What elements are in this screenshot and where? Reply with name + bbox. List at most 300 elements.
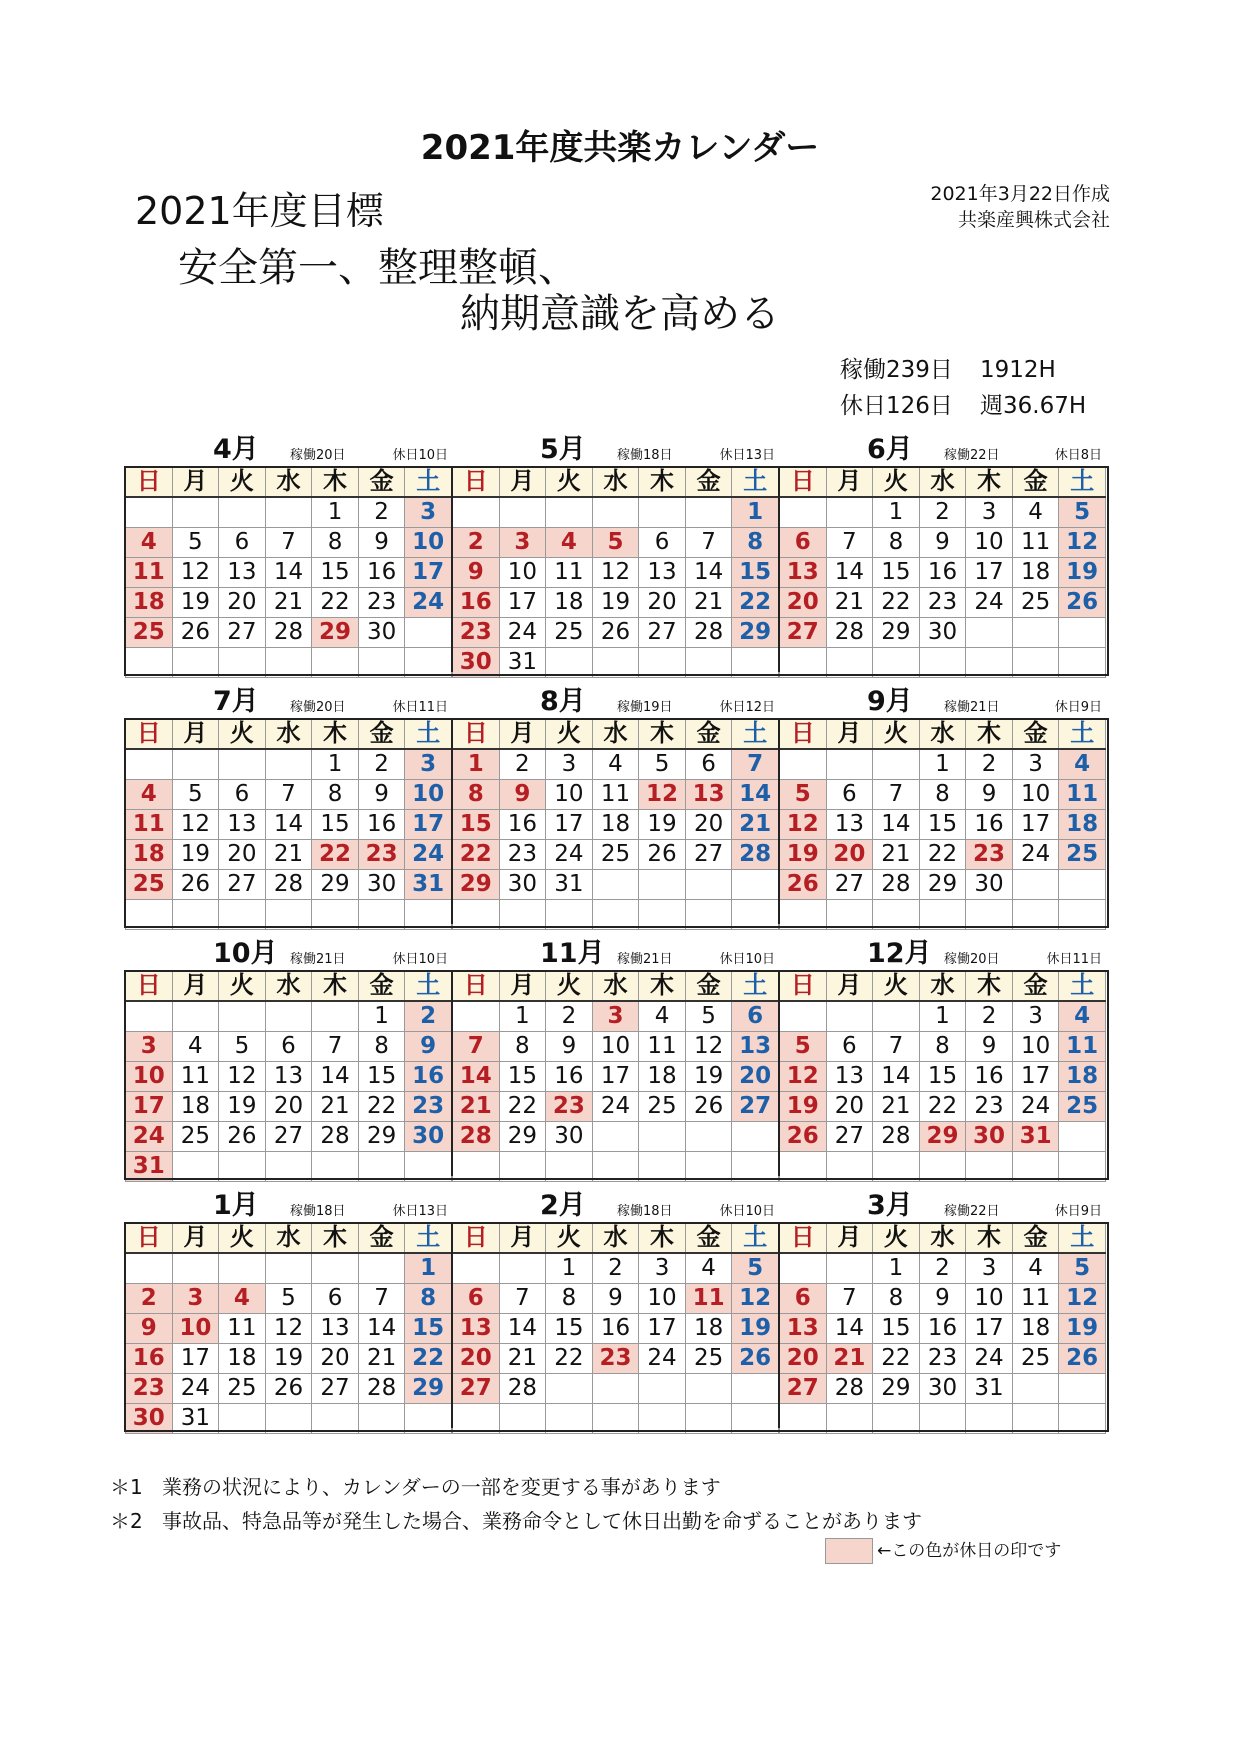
day-cell: 1 xyxy=(453,749,500,780)
week-row xyxy=(453,1374,779,1404)
week-row xyxy=(453,749,779,780)
day-cell: 26 xyxy=(1059,1344,1106,1374)
week-row xyxy=(453,900,779,930)
month-name: 10月 xyxy=(213,938,278,969)
day-cell: 9 xyxy=(919,1284,966,1314)
day-cell: 17 xyxy=(172,1344,219,1374)
month-name: 12月 xyxy=(867,938,932,969)
day-cell: 20 xyxy=(780,588,827,618)
weekday-header: 金 xyxy=(685,971,732,1002)
weekday-header: 土 xyxy=(405,719,452,750)
day-cell: 29 xyxy=(499,1122,546,1152)
day-cell: 26 xyxy=(732,1344,779,1374)
day-cell: 21 xyxy=(453,1092,500,1122)
month-9 xyxy=(779,938,1106,1182)
weekday-header: 月 xyxy=(826,971,873,1002)
empty-cell xyxy=(826,648,873,678)
weekday-header: 火 xyxy=(219,1223,266,1254)
empty-cell xyxy=(405,1404,452,1434)
empty-cell xyxy=(685,1374,732,1404)
weekday-header: 土 xyxy=(732,467,779,498)
day-cell: 23 xyxy=(966,1092,1013,1122)
empty-cell xyxy=(592,1122,639,1152)
empty-cell xyxy=(126,648,173,678)
day-cell: 6 xyxy=(312,1284,359,1314)
month-header xyxy=(452,938,779,970)
day-cell: 6 xyxy=(826,780,873,810)
day-cell: 4 xyxy=(172,1032,219,1062)
week-row xyxy=(126,1122,452,1152)
empty-cell xyxy=(453,1253,500,1284)
empty-cell xyxy=(1012,900,1059,930)
day-cell: 31 xyxy=(966,1374,1013,1404)
day-cell: 8 xyxy=(312,780,359,810)
empty-cell xyxy=(453,1001,500,1032)
week-row xyxy=(780,648,1106,678)
weekday-header: 金 xyxy=(358,719,405,750)
day-cell: 2 xyxy=(405,1001,452,1032)
week-row xyxy=(126,1284,452,1314)
day-cell: 24 xyxy=(546,840,593,870)
day-cell: 7 xyxy=(358,1284,405,1314)
empty-cell xyxy=(780,497,827,528)
empty-cell xyxy=(126,749,173,780)
week-row xyxy=(780,618,1106,648)
day-cell: 23 xyxy=(919,588,966,618)
empty-cell xyxy=(1059,1122,1106,1152)
day-cell: 3 xyxy=(405,749,452,780)
day-cell: 3 xyxy=(592,1001,639,1032)
weekday-header: 木 xyxy=(966,971,1013,1002)
empty-cell xyxy=(685,1404,732,1434)
day-cell: 23 xyxy=(966,840,1013,870)
weekday-header: 日 xyxy=(126,1223,173,1254)
day-cell: 7 xyxy=(685,528,732,558)
week-row xyxy=(780,749,1106,780)
day-cell: 10 xyxy=(592,1032,639,1062)
day-cell: 19 xyxy=(685,1062,732,1092)
weekday-header: 金 xyxy=(1012,971,1059,1002)
empty-cell xyxy=(639,900,686,930)
day-cell: 1 xyxy=(312,749,359,780)
weekday-header: 日 xyxy=(126,719,173,750)
day-cell: 26 xyxy=(219,1122,266,1152)
work-days: 稼働239日 xyxy=(840,357,953,383)
month-name: 8月 xyxy=(540,686,586,717)
goal-heading: 2021年度目標 xyxy=(135,189,384,233)
day-cell: 22 xyxy=(919,1092,966,1122)
day-cell: 22 xyxy=(873,1344,920,1374)
day-cell: 12 xyxy=(172,558,219,588)
month-table xyxy=(452,1222,779,1434)
day-cell: 3 xyxy=(126,1032,173,1062)
day-cell: 22 xyxy=(873,588,920,618)
weekday-header: 火 xyxy=(219,467,266,498)
month-6 xyxy=(779,686,1106,930)
empty-cell xyxy=(219,497,266,528)
annual-summary xyxy=(840,352,1086,424)
day-cell: 21 xyxy=(265,588,312,618)
weekday-header: 水 xyxy=(265,971,312,1002)
empty-cell xyxy=(499,900,546,930)
day-cell: 10 xyxy=(966,1284,1013,1314)
weekday-header: 火 xyxy=(873,1223,920,1254)
empty-cell xyxy=(780,1404,827,1434)
day-cell: 6 xyxy=(780,528,827,558)
work-hours: 1912H xyxy=(980,357,1056,383)
empty-cell xyxy=(685,870,732,900)
day-cell: 9 xyxy=(358,528,405,558)
day-cell: 21 xyxy=(732,810,779,840)
created-date: 2021年3月22日作成 xyxy=(930,183,1110,205)
month-header xyxy=(452,1190,779,1222)
empty-cell xyxy=(732,1122,779,1152)
day-cell: 2 xyxy=(358,497,405,528)
day-cell: 13 xyxy=(826,810,873,840)
week-row xyxy=(126,648,452,678)
weekday-header: 日 xyxy=(453,467,500,498)
day-cell: 27 xyxy=(732,1092,779,1122)
day-cell: 7 xyxy=(453,1032,500,1062)
day-cell: 1 xyxy=(732,497,779,528)
day-cell: 17 xyxy=(405,810,452,840)
week-row xyxy=(780,1001,1106,1032)
day-cell: 1 xyxy=(546,1253,593,1284)
empty-cell xyxy=(405,648,452,678)
empty-cell xyxy=(780,1152,827,1182)
empty-cell xyxy=(126,900,173,930)
week-row xyxy=(126,1374,452,1404)
empty-cell xyxy=(219,1152,266,1182)
month-work-days: 稼働21日 xyxy=(290,952,346,967)
empty-cell xyxy=(265,1253,312,1284)
day-cell: 29 xyxy=(919,1122,966,1152)
day-cell: 27 xyxy=(780,1374,827,1404)
empty-cell xyxy=(219,1404,266,1434)
weekday-header: 火 xyxy=(546,467,593,498)
weekday-header: 月 xyxy=(172,1223,219,1254)
month-holiday-days: 休日10日 xyxy=(719,952,775,967)
week-row xyxy=(780,1253,1106,1284)
day-cell: 24 xyxy=(592,1092,639,1122)
day-cell: 5 xyxy=(780,780,827,810)
empty-cell xyxy=(873,1001,920,1032)
day-cell: 17 xyxy=(639,1314,686,1344)
empty-cell xyxy=(358,1404,405,1434)
day-cell: 15 xyxy=(873,1314,920,1344)
day-cell: 20 xyxy=(732,1062,779,1092)
week-row xyxy=(780,528,1106,558)
weekday-header: 金 xyxy=(1012,1223,1059,1254)
day-cell: 6 xyxy=(219,780,266,810)
month-holiday-days: 休日11日 xyxy=(1046,952,1102,967)
empty-cell xyxy=(358,648,405,678)
day-cell: 30 xyxy=(546,1122,593,1152)
week-row xyxy=(780,1122,1106,1152)
day-cell: 25 xyxy=(219,1374,266,1404)
day-cell: 20 xyxy=(453,1344,500,1374)
month-name: 7月 xyxy=(213,686,259,717)
week-row xyxy=(453,840,779,870)
weekday-header: 木 xyxy=(312,719,359,750)
day-cell: 11 xyxy=(126,810,173,840)
day-cell: 24 xyxy=(966,588,1013,618)
day-cell: 24 xyxy=(405,588,452,618)
day-cell: 9 xyxy=(919,528,966,558)
day-cell: 27 xyxy=(826,1122,873,1152)
day-cell: 21 xyxy=(685,588,732,618)
empty-cell xyxy=(499,1152,546,1182)
day-cell: 9 xyxy=(966,1032,1013,1062)
day-cell: 24 xyxy=(172,1374,219,1404)
day-cell: 14 xyxy=(453,1062,500,1092)
day-cell: 23 xyxy=(546,1092,593,1122)
empty-cell xyxy=(592,648,639,678)
day-cell: 14 xyxy=(499,1314,546,1344)
day-cell: 24 xyxy=(499,618,546,648)
empty-cell xyxy=(780,648,827,678)
empty-cell xyxy=(732,1374,779,1404)
day-cell: 6 xyxy=(685,749,732,780)
day-cell: 21 xyxy=(826,588,873,618)
day-cell: 24 xyxy=(1012,1092,1059,1122)
empty-cell xyxy=(358,1253,405,1284)
week-row xyxy=(453,497,779,528)
day-cell: 25 xyxy=(126,870,173,900)
weekday-header: 木 xyxy=(639,719,686,750)
day-cell: 15 xyxy=(546,1314,593,1344)
day-cell: 26 xyxy=(592,618,639,648)
day-cell: 7 xyxy=(732,749,779,780)
month-name: 9月 xyxy=(867,686,913,717)
empty-cell xyxy=(826,1404,873,1434)
week-row xyxy=(780,558,1106,588)
day-cell: 17 xyxy=(1012,810,1059,840)
week-row xyxy=(780,810,1106,840)
week-row xyxy=(453,810,779,840)
day-cell: 17 xyxy=(592,1062,639,1092)
empty-cell xyxy=(873,648,920,678)
week-row xyxy=(126,1032,452,1062)
month-work-days: 稼働20日 xyxy=(944,952,1000,967)
day-cell: 25 xyxy=(172,1122,219,1152)
week-row xyxy=(780,1344,1106,1374)
day-cell: 28 xyxy=(732,840,779,870)
weekday-header: 月 xyxy=(499,467,546,498)
empty-cell xyxy=(732,1404,779,1434)
week-row xyxy=(453,588,779,618)
legend-text: ←この色が休日の印です xyxy=(877,1541,1062,1561)
day-cell: 27 xyxy=(265,1122,312,1152)
day-cell: 21 xyxy=(312,1092,359,1122)
weekday-header: 木 xyxy=(312,467,359,498)
weekday-header: 月 xyxy=(499,971,546,1002)
empty-cell xyxy=(405,618,452,648)
empty-cell xyxy=(639,1122,686,1152)
day-cell: 30 xyxy=(126,1404,173,1434)
day-cell: 2 xyxy=(126,1284,173,1314)
month-table xyxy=(452,718,779,930)
week-row xyxy=(126,1314,452,1344)
month-header xyxy=(779,434,1106,466)
day-cell: 18 xyxy=(126,840,173,870)
week-row xyxy=(453,528,779,558)
day-cell: 12 xyxy=(685,1032,732,1062)
day-cell: 23 xyxy=(499,840,546,870)
weekday-header: 日 xyxy=(780,467,827,498)
empty-cell xyxy=(1012,618,1059,648)
day-cell: 19 xyxy=(219,1092,266,1122)
empty-cell xyxy=(546,497,593,528)
day-cell: 25 xyxy=(1059,840,1106,870)
day-cell: 28 xyxy=(312,1122,359,1152)
day-cell: 15 xyxy=(312,810,359,840)
day-cell: 3 xyxy=(1012,749,1059,780)
note-mark: ＊2 xyxy=(110,1509,143,1533)
day-cell: 3 xyxy=(639,1253,686,1284)
month-work-days: 稼働18日 xyxy=(617,448,673,463)
day-cell: 11 xyxy=(592,780,639,810)
empty-cell xyxy=(685,497,732,528)
weekday-header: 日 xyxy=(780,1223,827,1254)
day-cell: 30 xyxy=(358,618,405,648)
day-cell: 22 xyxy=(405,1344,452,1374)
empty-cell xyxy=(732,648,779,678)
day-cell: 12 xyxy=(1059,1284,1106,1314)
weekday-header: 土 xyxy=(732,971,779,1002)
week-row xyxy=(453,1314,779,1344)
day-cell: 22 xyxy=(312,588,359,618)
week-row xyxy=(780,1062,1106,1092)
day-cell: 21 xyxy=(826,1344,873,1374)
weekday-header: 水 xyxy=(592,719,639,750)
day-cell: 3 xyxy=(966,1253,1013,1284)
day-cell: 25 xyxy=(546,618,593,648)
empty-cell xyxy=(919,1404,966,1434)
empty-cell xyxy=(966,900,1013,930)
day-cell: 13 xyxy=(826,1062,873,1092)
day-cell: 9 xyxy=(405,1032,452,1062)
empty-cell xyxy=(499,1404,546,1434)
weekday-header: 水 xyxy=(919,719,966,750)
empty-cell xyxy=(826,1152,873,1182)
day-cell: 2 xyxy=(546,1001,593,1032)
day-cell: 10 xyxy=(1012,780,1059,810)
empty-cell xyxy=(780,1001,827,1032)
day-cell: 25 xyxy=(685,1344,732,1374)
day-cell: 2 xyxy=(499,749,546,780)
weekday-header: 土 xyxy=(405,467,452,498)
empty-cell xyxy=(312,648,359,678)
day-cell: 4 xyxy=(639,1001,686,1032)
weekday-header: 月 xyxy=(172,971,219,1002)
day-cell: 11 xyxy=(1059,780,1106,810)
week-row xyxy=(453,1404,779,1434)
day-cell: 3 xyxy=(1012,1001,1059,1032)
day-cell: 17 xyxy=(126,1092,173,1122)
day-cell: 18 xyxy=(1012,558,1059,588)
empty-cell xyxy=(126,1001,173,1032)
weekday-header: 木 xyxy=(966,1223,1013,1254)
week-row xyxy=(780,840,1106,870)
month-11 xyxy=(452,1190,779,1434)
week-row xyxy=(126,588,452,618)
day-cell: 23 xyxy=(592,1344,639,1374)
day-cell: 30 xyxy=(405,1122,452,1152)
month-holiday-days: 休日13日 xyxy=(392,1204,448,1219)
week-row xyxy=(126,840,452,870)
week-row xyxy=(453,780,779,810)
day-cell: 18 xyxy=(126,588,173,618)
page-title: 2021年度共楽カレンダー xyxy=(420,128,820,168)
empty-cell xyxy=(780,900,827,930)
day-cell: 25 xyxy=(1059,1092,1106,1122)
day-cell: 29 xyxy=(358,1122,405,1152)
week-row xyxy=(126,528,452,558)
day-cell: 4 xyxy=(1012,497,1059,528)
day-cell: 30 xyxy=(919,1374,966,1404)
day-cell: 2 xyxy=(592,1253,639,1284)
day-cell: 10 xyxy=(499,558,546,588)
day-cell: 16 xyxy=(405,1062,452,1092)
weekday-header: 土 xyxy=(1059,467,1106,498)
day-cell: 30 xyxy=(358,870,405,900)
day-cell: 8 xyxy=(499,1032,546,1062)
day-cell: 7 xyxy=(265,528,312,558)
day-cell: 7 xyxy=(826,528,873,558)
day-cell: 26 xyxy=(172,870,219,900)
empty-cell xyxy=(546,1404,593,1434)
day-cell: 29 xyxy=(732,618,779,648)
day-cell: 27 xyxy=(826,870,873,900)
day-cell: 31 xyxy=(126,1152,173,1182)
note-mark: ＊1 xyxy=(110,1475,143,1499)
week-row xyxy=(126,1092,452,1122)
empty-cell xyxy=(639,1152,686,1182)
day-cell: 17 xyxy=(966,558,1013,588)
weekday-header: 月 xyxy=(172,719,219,750)
day-cell: 15 xyxy=(919,1062,966,1092)
month-table xyxy=(125,466,452,678)
day-cell: 16 xyxy=(546,1062,593,1092)
month-4 xyxy=(125,686,452,930)
day-cell: 10 xyxy=(639,1284,686,1314)
day-cell: 9 xyxy=(358,780,405,810)
empty-cell xyxy=(592,1152,639,1182)
day-cell: 10 xyxy=(966,528,1013,558)
day-cell: 18 xyxy=(1012,1314,1059,1344)
month-name: 1月 xyxy=(213,1190,259,1221)
empty-cell xyxy=(453,900,500,930)
day-cell: 11 xyxy=(546,558,593,588)
day-cell: 25 xyxy=(126,618,173,648)
empty-cell xyxy=(172,648,219,678)
week-row xyxy=(126,900,452,930)
day-cell: 14 xyxy=(873,810,920,840)
month-table xyxy=(452,970,779,1182)
week-row xyxy=(453,1092,779,1122)
month-work-days: 稼働18日 xyxy=(290,1204,346,1219)
month-name: 5月 xyxy=(540,434,586,465)
empty-cell xyxy=(1012,870,1059,900)
day-cell: 1 xyxy=(358,1001,405,1032)
empty-cell xyxy=(826,900,873,930)
day-cell: 16 xyxy=(126,1344,173,1374)
empty-cell xyxy=(405,1152,452,1182)
day-cell: 4 xyxy=(126,780,173,810)
empty-cell xyxy=(826,1001,873,1032)
week-row xyxy=(126,810,452,840)
